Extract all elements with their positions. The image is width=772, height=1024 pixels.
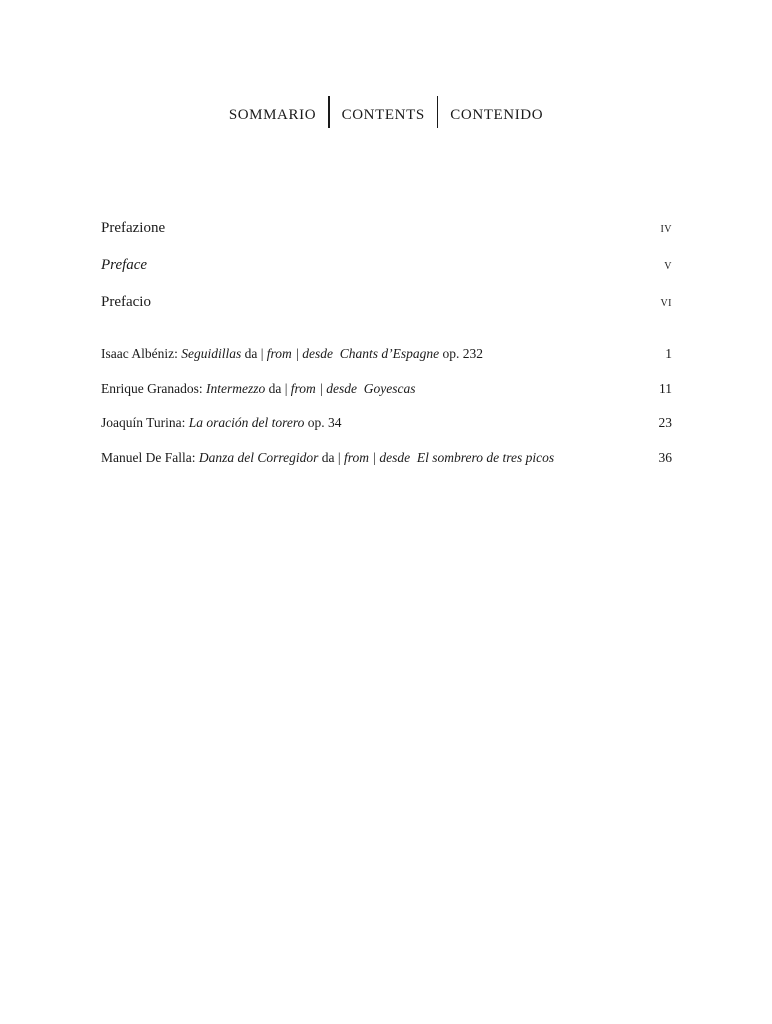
- toc-entry-granados[interactable]: [101, 381, 672, 397]
- toc-page-number: 1: [665, 346, 672, 361]
- title-english: contents: [341, 99, 425, 125]
- title-italian: sommario: [228, 99, 317, 125]
- source-work-title: Chants d’Espagne: [339, 346, 440, 361]
- toc-entry-text: [101, 381, 416, 397]
- toc-entry-text: [101, 415, 342, 431]
- toc-page-number: 23: [658, 415, 672, 430]
- composer-name: Enrique Granados:: [101, 381, 203, 396]
- piece-title: La oración del torero: [188, 415, 305, 430]
- toc-entry-de-falla[interactable]: [101, 450, 672, 466]
- opus-number: op. 34: [307, 415, 342, 430]
- toc-entry-text: [101, 346, 483, 362]
- composer-name: Isaac Albéniz:: [101, 346, 178, 361]
- piece-title: Intermezzo: [205, 381, 266, 396]
- toc-entry-preface[interactable]: [101, 257, 672, 274]
- toc-entry-label: Preface: [101, 257, 148, 273]
- toc-page-number: 11: [659, 381, 672, 396]
- title-separator: [328, 96, 330, 128]
- toc-entry-turina[interactable]: [101, 415, 672, 431]
- source-work-title: Goyescas: [363, 381, 416, 396]
- toc-entry-label: Prefazione: [101, 220, 166, 236]
- toc-entry-label: Prefacio: [101, 294, 151, 310]
- from-connector-da: da |: [268, 381, 288, 396]
- from-connector-desde: | desde: [319, 381, 358, 396]
- page-title: [0, 98, 772, 130]
- title-separator: [437, 96, 439, 128]
- toc-page-number: 36: [658, 450, 672, 465]
- toc-entry-prefazione[interactable]: [101, 220, 672, 237]
- toc-entry-text: [101, 450, 554, 466]
- toc-entry-albeniz[interactable]: [101, 346, 672, 362]
- from-connector-from: from: [290, 381, 316, 396]
- source-work-title: El sombrero de tres picos: [416, 450, 555, 465]
- piece-title: Seguidillas: [181, 346, 242, 361]
- piece-title: Danza del Corregidor: [198, 450, 319, 465]
- from-connector-from: from: [266, 346, 292, 361]
- composer-name: Manuel De Falla:: [101, 450, 196, 465]
- title-spanish: contenido: [450, 99, 544, 125]
- from-connector-da: da |: [321, 450, 341, 465]
- toc-page-number: iv: [660, 221, 672, 236]
- from-connector-desde: | desde: [372, 450, 411, 465]
- from-connector-desde: | desde: [295, 346, 334, 361]
- from-connector-from: from: [343, 450, 369, 465]
- from-connector-da: da |: [244, 346, 264, 361]
- toc-entry-prefacio[interactable]: [101, 294, 672, 311]
- toc-page-number: vi: [660, 295, 672, 310]
- composer-name: Joaquín Turina:: [101, 415, 186, 430]
- opus-number: op. 232: [442, 346, 484, 361]
- toc-page-number: v: [664, 258, 672, 273]
